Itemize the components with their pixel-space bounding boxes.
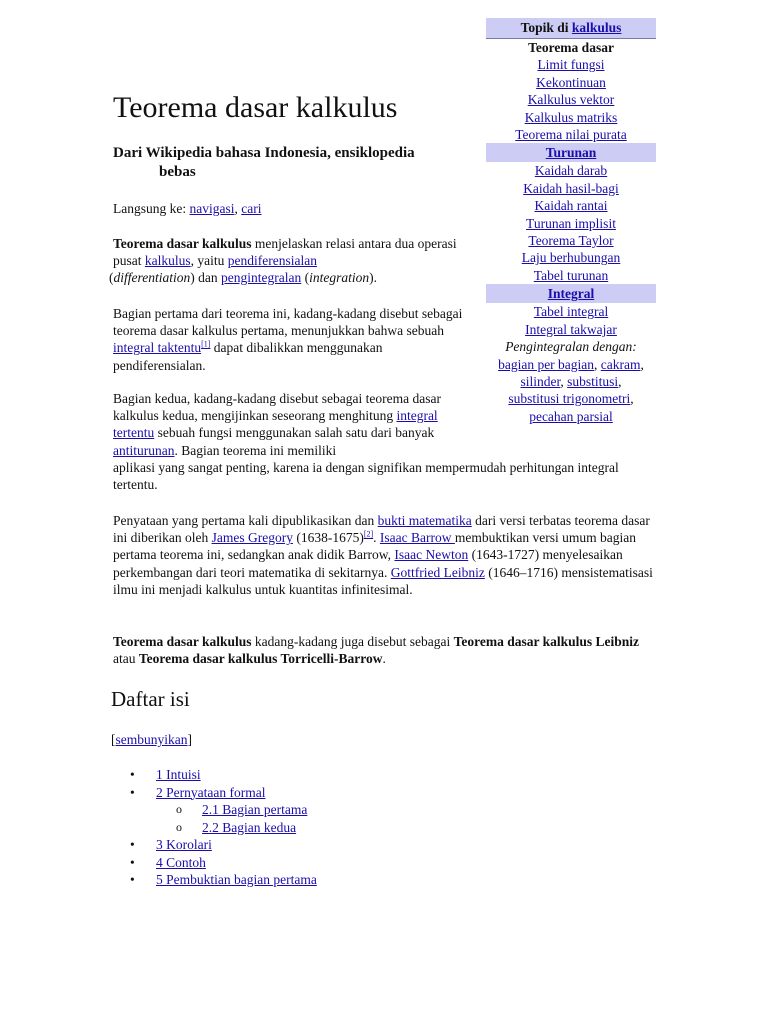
link-integral-taktentu[interactable]: integral taktentu — [113, 340, 202, 356]
second-part-paragraph — [113, 390, 658, 493]
text: . — [382, 651, 386, 667]
circle-bullet-icon: o — [176, 802, 182, 816]
navbox-link[interactable]: Teorema Taylor — [528, 233, 614, 249]
jump-label: Langsung ke: — [113, 201, 187, 216]
navbox-section-turunan — [486, 143, 656, 162]
navbox-link[interactable]: substitusi — [567, 373, 619, 389]
link-bukti-matematika[interactable]: bukti matematika — [377, 513, 472, 528]
navbox-link[interactable]: Kaidah darab — [534, 163, 608, 179]
text: , yaitu — [190, 253, 228, 269]
bullet-icon: • — [130, 854, 135, 870]
navbox-link[interactable]: cakram — [600, 356, 641, 372]
text: sebuah fungsi menggunakan salah satu dari banyak — [154, 425, 435, 441]
intro-paragraph — [109, 235, 475, 287]
link-gottfried-leibniz[interactable]: Gottfried Leibniz — [390, 564, 485, 580]
link-antiturunan[interactable]: antiturunan — [113, 442, 175, 458]
toc-link[interactable]: 2 Pernyataan formal — [156, 784, 266, 800]
text: ). — [369, 270, 377, 286]
circle-bullet-icon: o — [176, 819, 182, 834]
first-part-paragraph — [113, 305, 475, 374]
navbox-link[interactable]: Integral takwajar — [525, 321, 617, 337]
text: . Bagian teorema ini memiliki — [174, 442, 337, 458]
navbox-header-text: Topik di — [520, 20, 569, 35]
bold-term: Teorema dasar kalkulus Leibniz — [453, 634, 640, 649]
bullet-icon: • — [130, 837, 135, 852]
toc-hide-link[interactable]: sembunyikan — [115, 732, 188, 747]
text: ) dan — [190, 270, 221, 286]
subtitle-line2: bebas — [159, 164, 196, 180]
bullet-icon: • — [130, 767, 135, 782]
bracket: ] — [187, 732, 192, 747]
toc-link[interactable]: 3 Korolari — [156, 837, 212, 852]
link-kalkulus[interactable]: kalkulus — [144, 253, 191, 269]
navbox-link[interactable]: Teorema nilai purata — [515, 127, 627, 143]
navbox-link[interactable]: Tabel integral — [533, 304, 609, 320]
text: aplikasi yang sangat penting, karena ia dengan signifikan mempermudah perhitungan integral tertentu. — [113, 459, 619, 493]
toc-link[interactable]: 5 Pembuktian bagian pertama — [156, 872, 317, 887]
italic-term: differentiation — [113, 270, 191, 286]
navbox-header-link[interactable]: kalkulus — [571, 20, 622, 35]
navbox-integration-label: Pengintegralan dengan: — [505, 339, 637, 355]
link-pendiferensialan[interactable]: pendiferensialan — [227, 253, 317, 269]
jump-links — [113, 200, 261, 217]
search-link[interactable]: cari — [241, 201, 262, 216]
toc-link[interactable]: 2.1 Bagian pertama — [202, 802, 308, 817]
text: atau — [113, 651, 139, 667]
link-isaac-newton[interactable]: Isaac Newton — [394, 547, 469, 563]
calculus-topics-navbox — [486, 18, 656, 425]
navbox-link[interactable]: Limit fungsi — [537, 57, 605, 73]
bold-term: Teorema dasar kalkulus — [113, 634, 252, 649]
navbox-link[interactable]: substitusi trigonometri — [508, 391, 631, 407]
navbox-link[interactable]: Kalkulus matriks — [524, 109, 618, 125]
reference-link[interactable]: [2] — [363, 529, 374, 539]
text: membuktikan versi umum bagian pertama teorema ini, sedangkan anak didik Barrow, — [113, 530, 636, 563]
bracket: [ — [111, 732, 116, 747]
narrow-block — [113, 390, 475, 459]
text: Bagian pertama dari teorema ini, kadang-kadang disebut sebagai teorema dasar kalkulus pertama, menunjukkan bahwa sebuah — [113, 306, 463, 339]
navbox-section-integral — [486, 284, 656, 303]
reference-link[interactable]: [1] — [201, 339, 211, 349]
navbox-current-item: Teorema dasar — [528, 40, 614, 55]
text: ( — [109, 270, 114, 286]
navbox-link[interactable]: Kaidah hasil-bagi — [523, 180, 619, 196]
toc-link[interactable]: 1 Intuisi — [156, 767, 201, 782]
text: (1643-1727) menyelesaikan perkembangan dari teori matematika di sekitarnya. — [113, 547, 623, 580]
navbox-link[interactable]: silinder — [520, 373, 561, 389]
toc-link[interactable]: 4 Contoh — [156, 854, 206, 870]
navbox-link[interactable]: Kalkulus vektor — [527, 92, 615, 108]
toc-link[interactable]: 2.2 Bagian kedua — [202, 819, 297, 835]
navbox-link[interactable]: Laju berhubungan — [521, 250, 621, 266]
aliases-paragraph — [113, 633, 658, 667]
history-paragraph — [113, 512, 658, 598]
navbox-link[interactable]: Kaidah rantai — [534, 198, 608, 214]
text: dapat dibalikkan menggunakan pendiferensialan. — [113, 340, 383, 373]
navbox-link[interactable]: Turunan implisit — [526, 215, 616, 231]
link-isaac-barrow[interactable]: Isaac Barrow — [379, 530, 455, 546]
navbox-link[interactable]: pecahan parsial — [529, 408, 613, 424]
navbox-link[interactable]: bagian per bagian — [498, 356, 595, 372]
subtitle-line1: Dari Wikipedia bahasa Indonesia, ensiklopedia — [113, 145, 415, 161]
italic-term: integration — [309, 270, 370, 286]
navigation-link[interactable]: navigasi — [189, 201, 235, 216]
link-james-gregory[interactable]: James Gregory — [211, 530, 293, 546]
link-integral-tertentu[interactable]: integral tertentu — [113, 408, 438, 441]
text: menjelaskan relasi antara dua operasi pusat — [113, 236, 457, 269]
text: (1646–1716) mensistematisasi ilmu ini menjadi kalkulus untuk kuantitas infinitesimal. — [113, 564, 653, 597]
jump-separator: , — [234, 201, 238, 216]
navbox-section-link-integral[interactable]: Integral — [547, 286, 595, 302]
navbox-header — [486, 18, 656, 39]
navbox-link[interactable]: Kekontinuan — [536, 74, 606, 90]
navbox-link[interactable]: Tabel turunan — [533, 267, 609, 283]
text: kadang-kadang juga disebut sebagai — [251, 634, 454, 649]
bold-term: Teorema dasar kalkulus Torricelli-Barrow — [138, 651, 383, 667]
navbox-methods: bagian per bagian, cakram, silinder, substitusi, substitusi trigonometri, pecahan parsial — [498, 356, 644, 424]
toc-toggle — [111, 731, 192, 748]
bullet-icon: • — [130, 784, 135, 800]
text: dari versi terbatas teorema dasar ini diberikan oleh — [113, 513, 650, 546]
page-subtitle — [113, 144, 463, 182]
text: Penyataan yang pertama kali dipublikasikan dan — [113, 513, 378, 528]
text: ( — [301, 270, 310, 286]
page-title: Teorema dasar kalkulus — [113, 91, 398, 124]
toc-title: Daftar isi — [111, 687, 190, 711]
navbox-section-link-turunan[interactable]: Turunan — [545, 145, 597, 161]
text: . — [373, 530, 380, 546]
link-pengintegralan[interactable]: pengintegralan — [221, 270, 302, 286]
text: (1638-1675) — [292, 530, 364, 546]
bold-term: Teorema dasar kalkulus — [113, 236, 252, 251]
text: Bagian kedua, kadang-kadang disebut sebagai teorema dasar kalkulus kedua, mengijinkan seseorang menghitung — [113, 391, 441, 424]
bullet-icon: • — [130, 872, 135, 887]
